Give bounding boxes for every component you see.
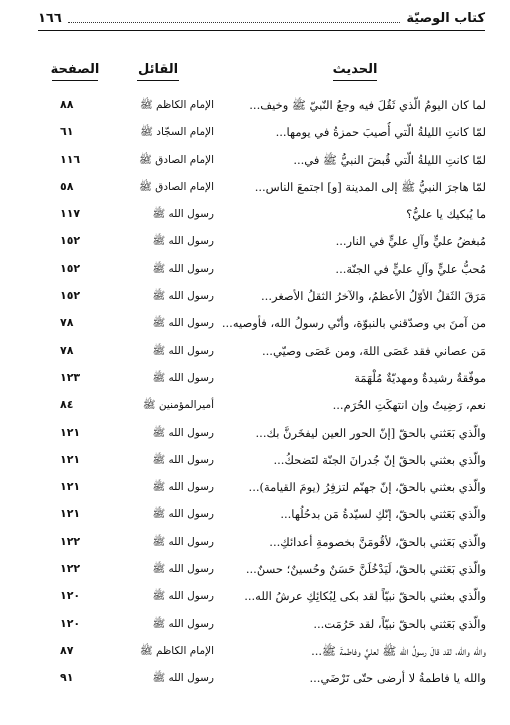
- table-row: [0, 310, 510, 337]
- page-ref: ٧٨: [60, 316, 74, 330]
- speaker-name: رسول الله ﷺ: [152, 317, 214, 330]
- table-row: [0, 147, 510, 174]
- hadith-text: والّذي بَعَثني بالحقّ [إنّ الحور العين ليفخَرنَّ بك...: [255, 425, 486, 440]
- column-header-page-label: الصفحة: [50, 62, 100, 77]
- speaker-name: الإمام الصادق ﷺ: [139, 153, 214, 166]
- page-ref: ١١٦: [60, 152, 81, 166]
- column-header-page: [40, 62, 110, 81]
- page-ref: ١٢١: [60, 425, 81, 439]
- page-ref: ١٢١: [60, 452, 81, 466]
- speaker-name: رسول الله ﷺ: [152, 453, 214, 466]
- speaker-name: رسول الله ﷺ: [152, 208, 214, 221]
- speaker-name: رسول الله ﷺ: [152, 290, 214, 303]
- index-table: [0, 92, 510, 693]
- speaker-name: الإمام الكاظم ﷺ: [139, 99, 214, 111]
- hadith-text: موفّقةٌ رشيدةٌ ومهديّةٌ مُلْهَمَة: [354, 370, 486, 385]
- speaker-name: رسول الله ﷺ: [152, 508, 214, 521]
- page-ref: ٨٧: [60, 643, 74, 657]
- page-ref: ٥٨: [60, 179, 74, 193]
- table-row: [0, 583, 510, 610]
- speaker-name: رسول الله ﷺ: [152, 371, 214, 384]
- table-row: [0, 228, 510, 255]
- page-ref: ٨٤: [60, 398, 74, 412]
- page-ref: ١٥٢: [60, 261, 81, 275]
- running-header: [38, 6, 485, 31]
- page-ref: ١٢٣: [60, 370, 81, 384]
- book-title: كتاب الوصيّة: [406, 10, 485, 26]
- hadith-text: والّذي بعثني بالحقّ إنّ جُدرانَ الجنّة لتَضحكُ...: [273, 452, 486, 467]
- page-ref: ٧٨: [60, 343, 74, 357]
- speaker-name: رسول الله ﷺ: [152, 617, 214, 630]
- table-row: [0, 392, 510, 419]
- column-header-hadith-label: الحديث: [332, 62, 378, 77]
- page-ref: ١١٧: [60, 207, 81, 221]
- page-ref: ٦١: [60, 125, 74, 139]
- column-header-speaker-label: القائل: [137, 62, 179, 77]
- hadith-text: لمّا كانتِ الليلةُ الّتي أُصيبَ حمزةُ في يومها...: [275, 125, 486, 140]
- speaker-name: رسول الله ﷺ: [152, 563, 214, 576]
- table-row: [0, 338, 510, 365]
- speaker-name: رسول الله ﷺ: [152, 344, 214, 357]
- hadith-text: مَن عصاني فقد عَصَى اللهَ، ومن عَصَى وصيّي...: [261, 343, 486, 358]
- hadith-text: مُبغضُ عليٍّ وآلِ عليٍّ في النار...: [335, 234, 486, 249]
- column-header-speaker: [108, 62, 208, 81]
- table-row: [0, 119, 510, 146]
- hadith-text: والّذي بعثني بالحقّ، إنّ جهنّم لتزفِرُ (يومَ القيامة)...: [248, 480, 486, 495]
- hadith-text: والّذي بَعَثني بالحقّ، لَيَدْخُلَنَّ حَسَنٌ وحُسينٌ؛ حسنٌ...: [245, 562, 486, 577]
- hadith-text: لمّا هاجرَ النبيُّ ﷺ إلى المدينة [و] اجتمعَ الناس...: [254, 179, 486, 194]
- table-row: [0, 201, 510, 228]
- speaker-name: الإمام الصادق ﷺ: [139, 180, 214, 193]
- table-row: [0, 256, 510, 283]
- hadith-text: ما يُبكيك يا عليُّ؟: [406, 207, 486, 222]
- hadith-text: لمّا كانتِ الليلةُ الّتي قُبضَ النبيُّ ﷺ في...: [293, 152, 486, 167]
- page-number: ١٦٦: [38, 10, 62, 26]
- hadith-text: نعم، رَضِيتُ وإن انتهكَتِ الحُرَم...: [332, 398, 486, 413]
- hadith-text: والّذي بَعَثني بالحقّ نبيّاً، لقد حَرُمَت...: [313, 616, 486, 631]
- column-header-underline: [137, 80, 179, 81]
- page-ref: ١٥٢: [60, 234, 81, 248]
- speaker-name: الإمام الكاظم ﷺ: [139, 644, 214, 657]
- column-header-underline: [52, 80, 98, 81]
- page-ref: ١٢١: [60, 507, 81, 521]
- hadith-text: والله يا فاطمةُ لا أرضى حتّى تَرْضَي...: [309, 671, 486, 686]
- hadith-text: من آمنَ بي وصدّقني بالنبوّة، وأنّي رسولُ الله، فأوصيه...: [221, 316, 486, 331]
- table-row: [0, 283, 510, 310]
- page-ref: ١٢٠: [60, 616, 81, 630]
- hadith-text: مُحبُّ عليٍّ وآلِ عليٍّ في الجنّة...: [335, 261, 486, 276]
- speaker-name: أميرالمؤمنين ﷺ: [142, 399, 214, 412]
- column-header-underline: [333, 80, 377, 81]
- speaker-name: رسول الله ﷺ: [152, 590, 214, 603]
- page-ref: ١٢١: [60, 480, 81, 494]
- hadith-text: مَرَقَ الثَقلُ الأوّلُ الأعظمُ، والآخرُ الثقلُ الأصغر...: [261, 289, 486, 304]
- leader-dots: [68, 14, 401, 23]
- table-row: [0, 365, 510, 392]
- page-ref: ٩١: [60, 671, 74, 685]
- column-header-hadith: [300, 62, 410, 81]
- table-row: [0, 474, 510, 501]
- speaker-name: رسول الله ﷺ: [152, 262, 214, 275]
- hadith-text: والّذي بَعَثني بالحقّ، لأقُومَنَّ بخصومةِ أعدائكِ...: [269, 534, 486, 549]
- table-row: [0, 556, 510, 583]
- table-row: [0, 529, 510, 556]
- page-ref: ١٢٢: [60, 562, 81, 576]
- page-ref: ١٥٢: [60, 289, 81, 303]
- page-ref: ١٢٠: [60, 589, 81, 603]
- table-row: [0, 638, 510, 665]
- hadith-text: والّذي بعثني بالحقّ نبيّاً لقد بكى لِبُكائِكِ عرشُ الله...: [244, 589, 486, 604]
- table-row: [0, 174, 510, 201]
- page-ref: ٨٨: [60, 98, 74, 111]
- speaker-name: رسول الله ﷺ: [152, 535, 214, 548]
- table-row: [0, 447, 510, 474]
- hadith-text: لما كان اليومُ الّذي ثَقُلَ فيه وجعُ النّبيّ ﷺ وخيف...: [249, 98, 486, 112]
- table-row: [0, 611, 510, 638]
- speaker-name: رسول الله ﷺ: [152, 481, 214, 494]
- hadith-text: والله والله، لقد قالَ رسولُ الله ﷺ لعليٍّ وفاطمةَ ﷺ...: [311, 643, 486, 658]
- table-row: [0, 92, 510, 119]
- table-row: [0, 501, 510, 528]
- speaker-name: رسول الله ﷺ: [152, 672, 214, 685]
- page-ref: ١٢٢: [60, 534, 81, 548]
- speaker-name: رسول الله ﷺ: [152, 426, 214, 439]
- table-row: [0, 665, 510, 692]
- table-row: [0, 420, 510, 447]
- speaker-name: الإمام السجّاد ﷺ: [140, 126, 214, 139]
- hadith-text: والّذي بَعَثني بالحقّ، إنّكِ لسيّدةُ مَن بدحُلُها...: [280, 507, 486, 522]
- speaker-name: رسول الله ﷺ: [152, 235, 214, 248]
